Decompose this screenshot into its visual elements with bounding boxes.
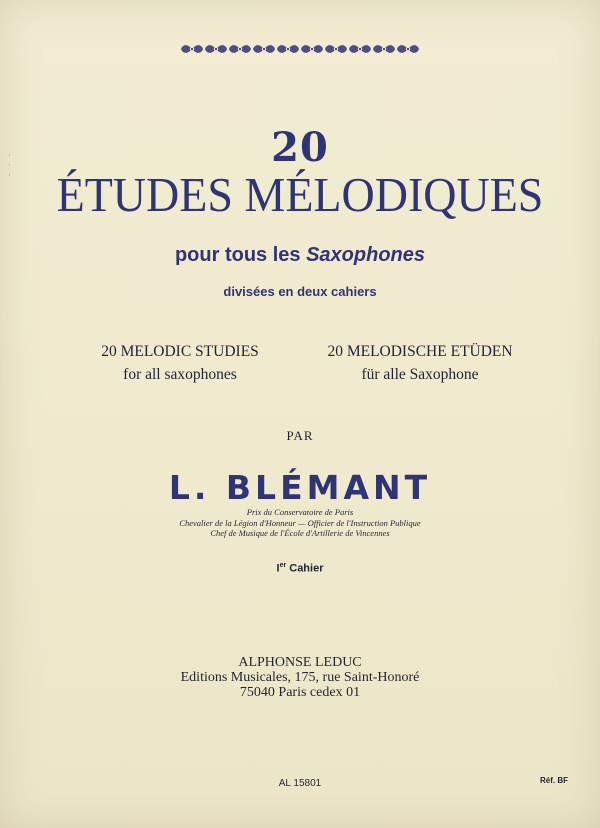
book-suffix: er	[279, 562, 287, 569]
ornament-motif	[181, 45, 203, 53]
german-title: 20 MELODISCHE ETÜDEN	[327, 343, 513, 360]
subtitle	[0, 244, 600, 267]
composer-titles	[0, 507, 600, 539]
subtitle-instrument: Saxophones	[306, 244, 426, 266]
floral-ornament-border	[180, 38, 420, 60]
ornament-motif	[349, 45, 371, 53]
ornament-motif	[205, 45, 227, 53]
ornament-motif	[301, 45, 323, 53]
main-title: ÉTUDES MÉLODIQUES	[56, 167, 544, 222]
subtitle-prefix: pour tous les	[174, 244, 307, 266]
english-title-block	[80, 340, 280, 386]
english-title: 20 MELODIC STUDIES	[101, 343, 259, 360]
ornament-motif	[397, 45, 419, 53]
ornament-motif	[253, 45, 275, 53]
ornament-motif	[229, 45, 251, 53]
ornament-motif	[373, 45, 395, 53]
german-subtitle: für alle Saxophone	[361, 366, 479, 383]
ornament-motif	[325, 45, 347, 53]
german-title-block	[300, 340, 540, 386]
composer-name: L. BLÉMANT	[168, 468, 432, 507]
composer-title-line: Chef de Musique de l'École d'Artillerie de Vincennes	[210, 528, 390, 538]
book-label: Cahier	[286, 562, 324, 575]
publisher-block	[0, 655, 600, 700]
margin-mark: · · ·	[8, 150, 11, 180]
publisher-city: 75040 Paris cedex 01	[239, 685, 361, 700]
composer-title-line: Chevalier de la Légion d'Honneur — Officier de l'Instruction Publique	[179, 517, 421, 528]
study-count: 20	[271, 124, 329, 171]
publisher-address: Editions Musicales, 175, rue Saint-Honoré	[180, 670, 420, 685]
divided-note: divisées en deux cahiers	[223, 284, 377, 299]
book-number	[0, 562, 600, 575]
by-label: PAR	[286, 428, 314, 443]
reference-code: Réf. BF	[540, 776, 568, 785]
composer-title-line: Prix du Conservatoire de Paris	[246, 507, 354, 517]
book-roman: I	[276, 562, 280, 575]
ornament-motif	[277, 45, 299, 53]
publisher-name: ALPHONSE LEDUC	[238, 655, 362, 670]
english-subtitle: for all saxophones	[123, 366, 237, 383]
catalog-code: AL 15801	[278, 778, 322, 789]
